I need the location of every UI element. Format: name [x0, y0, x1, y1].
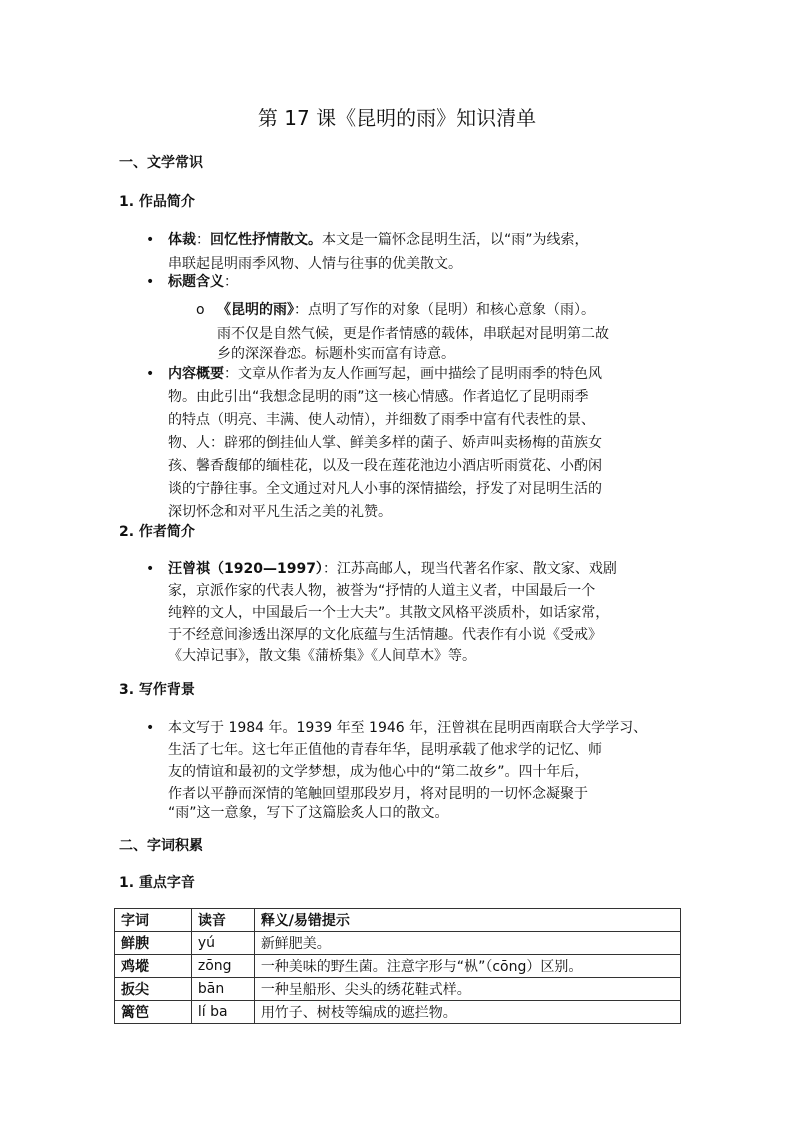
tm-line-1: ：点明了写作的对象（昆明）和核心意象（雨）。 — [294, 302, 595, 318]
genre-value: 回忆性抒情散文。 — [210, 232, 322, 248]
background-line-1: 本文写于 1984 年。1939 年至 1946 年，汪曾祺在昆明西南联合大学学习、 — [168, 720, 648, 736]
cell-pronunciation: yú — [191, 932, 254, 955]
title-meaning-line — [168, 270, 238, 294]
cell-pronunciation: lí ba — [191, 1001, 254, 1024]
cell-meaning: 新鲜肥美。 — [254, 932, 680, 955]
background-line-3: 友的情谊和最初的文学梦想，成为他心中的“第二故乡”。四十年后， — [168, 764, 589, 780]
background-line-2: 生活了七年。这七年正值他的青春年华，昆明承载了他求学的记忆、师 — [168, 742, 602, 758]
summary-line-4: 物、人：辟邪的倒挂仙人掌、鲜美多样的菌子、娇声叫卖杨梅的苗族女 — [168, 435, 602, 451]
summary-label: 内容概要 — [168, 366, 224, 382]
summary-line-5: 孩、馨香馥郁的缅桂花，以及一段在莲花池边小酒店听雨赏花、小酌闲 — [168, 458, 602, 474]
bullet-icon: • — [146, 720, 155, 736]
summary-line-2: 物。由此引出“我想念昆明的雨”这一核心情感。作者追忆了昆明雨季 — [168, 389, 589, 405]
title-meaning-detail-3: 乡的深深眷恋。标题朴实而富有诗意。 — [217, 346, 455, 362]
title-meaning-detail-2: 雨不仅是自然气候，更是作者情感的载体，串联起对昆明第二故 — [217, 326, 609, 342]
summary-line-1 — [168, 362, 602, 386]
subheading-pronunciation: 1. 重点字音 — [119, 875, 195, 891]
author-line-1 — [168, 557, 617, 581]
background-line-4: 作者以平静而深情的笔触回望那段岁月，将对昆明的一切怀念凝聚于 — [168, 786, 588, 802]
subheading-author-intro: 2. 作者简介 — [119, 524, 195, 540]
table-row — [115, 955, 681, 978]
summary-line-3: 的特点（明亮、丰满、使人动情），并细数了雨季中富有代表性的景、 — [168, 412, 595, 428]
title-meaning-label: 标题含义 — [168, 274, 224, 290]
bullet-icon: • — [146, 366, 155, 382]
genre-line-2: 串联起昆明雨季风物、人情与往事的优美散文。 — [168, 256, 462, 272]
background-line-5: “雨”这一意象，写下了这篇脍炙人口的散文。 — [168, 805, 449, 821]
bullet-icon: • — [146, 274, 155, 290]
author-text-1: ：江苏高邮人，现当代著名作家、散文家、戏剧 — [322, 561, 617, 577]
subheading-work-intro: 1. 作品简介 — [119, 194, 195, 210]
circle-bullet-icon: o — [196, 302, 205, 318]
tm-label: 《昆明的雨》 — [217, 302, 294, 318]
table-row — [115, 1001, 681, 1024]
header-pronunciation: 读音 — [191, 909, 254, 932]
cell-pronunciation: zōng — [191, 955, 254, 978]
cell-word: 扳尖 — [115, 978, 192, 1001]
cell-pronunciation: bān — [191, 978, 254, 1001]
cell-meaning: 一种呈船形、尖头的绣花鞋式样。 — [254, 978, 680, 1001]
genre-rest-1: 本文是一篇怀念昆明生活，以“雨”为线索， — [322, 232, 589, 248]
title-meaning-colon: ： — [224, 274, 238, 290]
cell-meaning: 用竹子、树枝等编成的遮拦物。 — [254, 1001, 680, 1024]
summary-line-6: 谈的宁静往事。全文通过对凡人小事的深情描绘，抒发了对昆明生活的 — [168, 481, 602, 497]
bullet-icon: • — [146, 561, 155, 577]
table-header-row — [115, 909, 681, 932]
cell-word: 鸡㙡 — [115, 955, 192, 978]
bullet-icon: • — [146, 232, 155, 248]
header-meaning: 释义/易错提示 — [254, 909, 680, 932]
page-title: 第 17 课《昆明的雨》知识清单 — [257, 106, 537, 130]
pronunciation-table — [114, 908, 681, 1024]
genre-label: 体裁 — [168, 232, 196, 248]
cell-meaning: 一种美味的野生菌。注意字形与“枞”（cōng）区别。 — [254, 955, 680, 978]
table-row — [115, 978, 681, 1001]
summary-line-7: 深切怀念和对平凡生活之美的礼赞。 — [168, 504, 392, 520]
section-heading-literary: 一、文学常识 — [119, 155, 203, 171]
genre-colon: ： — [196, 232, 210, 248]
section-heading-vocab: 二、字词积累 — [119, 838, 203, 854]
header-word: 字词 — [115, 909, 192, 932]
summary-text-1: ：文章从作者为友人作画写起，画中描绘了昆明雨季的特色风 — [224, 366, 602, 382]
table-row — [115, 932, 681, 955]
author-line-4: 于不经意间渗透出深厚的文化底蕴与生活情趣。代表作有小说《受戒》 — [168, 627, 602, 643]
author-line-3: 纯粹的文人，中国最后一个士大夫”。其散文风格平淡质朴，如话家常， — [168, 605, 610, 621]
author-label: 汪曾祺（1920—1997） — [168, 561, 323, 577]
title-meaning-detail-1 — [217, 298, 595, 322]
author-line-5: 《大淖记事》，散文集《蒲桥集》《人间草木》等。 — [168, 648, 476, 664]
author-line-2: 家，京派作家的代表人物，被誉为“抒情的人道主义者，中国最后一个 — [168, 583, 596, 599]
cell-word: 鲜腴 — [115, 932, 192, 955]
genre-line-1 — [168, 228, 589, 252]
subheading-background: 3. 写作背景 — [119, 682, 195, 698]
cell-word: 篱笆 — [115, 1001, 192, 1024]
